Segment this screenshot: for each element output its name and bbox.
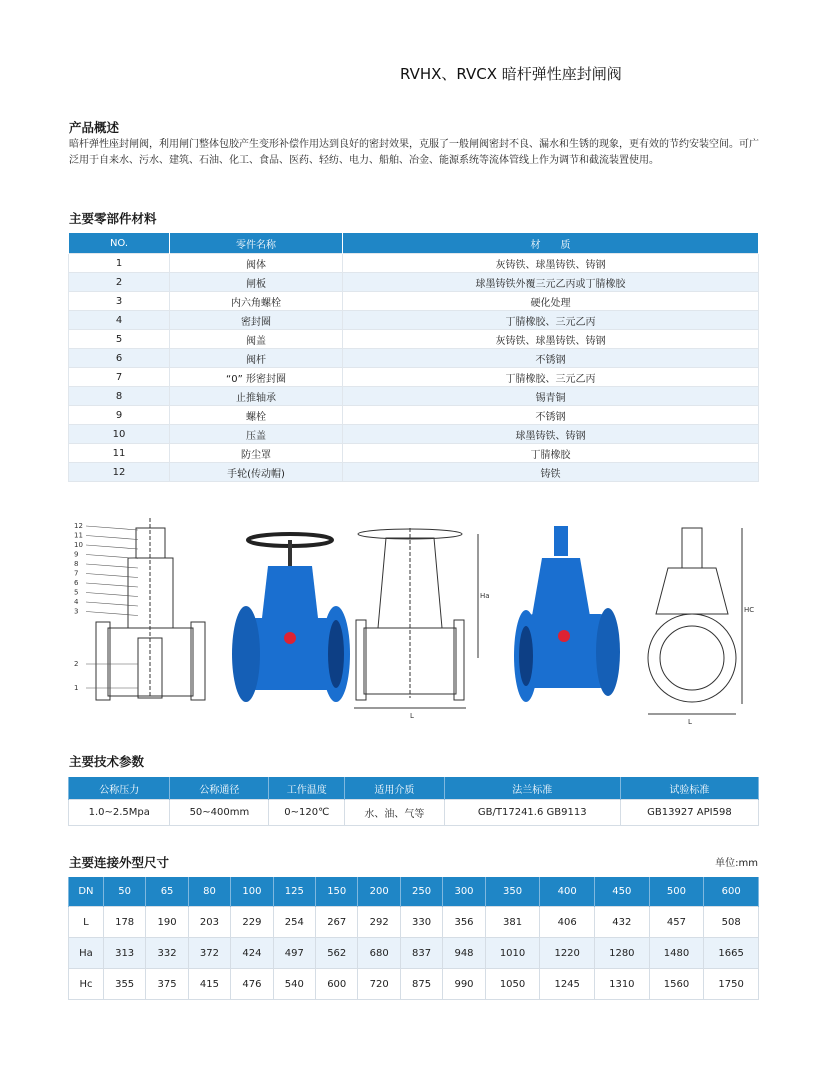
outline-drawing-hc bbox=[648, 528, 742, 714]
dims-header-dn: 125 bbox=[273, 877, 315, 907]
callout-leader bbox=[86, 545, 138, 549]
part-name: 螺栓 bbox=[170, 406, 343, 425]
part-material: 球墨铸铁外覆三元乙丙或丁腈橡胶 bbox=[343, 273, 759, 292]
part-no: 12 bbox=[69, 463, 170, 482]
part-name: 手轮(传动帽) bbox=[170, 463, 343, 482]
dims-value: 424 bbox=[231, 938, 273, 969]
part-material: 球墨铸铁、铸钢 bbox=[343, 425, 759, 444]
part-material: 丁腈橡胶、三元乙丙 bbox=[343, 311, 759, 330]
parts-col-no: NO. bbox=[69, 233, 170, 254]
callout-leader bbox=[86, 555, 138, 559]
dims-value: 1750 bbox=[704, 969, 759, 1000]
tech-value: 0~120℃ bbox=[269, 800, 345, 826]
parts-row bbox=[69, 463, 759, 482]
dims-value: 1050 bbox=[485, 969, 540, 1000]
part-material: 灰铸铁、球墨铸铁、铸钢 bbox=[343, 254, 759, 273]
dims-table bbox=[68, 877, 759, 1000]
dims-row bbox=[69, 938, 759, 969]
dims-value: 600 bbox=[316, 969, 358, 1000]
part-name: 阀盖 bbox=[170, 330, 343, 349]
outline-drawing-ha bbox=[354, 528, 478, 708]
part-no: 6 bbox=[69, 349, 170, 368]
parts-heading: 主要零部件材料 bbox=[69, 211, 157, 226]
dims-value: 476 bbox=[231, 969, 273, 1000]
part-name: 防尘罩 bbox=[170, 444, 343, 463]
dims-value: 381 bbox=[485, 907, 540, 938]
dims-header-dn: 250 bbox=[400, 877, 442, 907]
part-material: 锡青铜 bbox=[343, 387, 759, 406]
dims-value: 292 bbox=[358, 907, 400, 938]
dims-value: 1220 bbox=[540, 938, 595, 969]
parts-row bbox=[69, 425, 759, 444]
dims-value: 229 bbox=[231, 907, 273, 938]
dims-header-dn: 65 bbox=[146, 877, 188, 907]
dims-header-label: DN bbox=[69, 877, 104, 907]
dims-value: 330 bbox=[400, 907, 442, 938]
callout-leader bbox=[86, 593, 138, 597]
tech-header: 公称压力 bbox=[69, 777, 170, 800]
part-no: 11 bbox=[69, 444, 170, 463]
dims-value: 1310 bbox=[595, 969, 650, 1000]
unit-label: 单位:mm bbox=[715, 858, 758, 869]
part-name: “0” 形密封圈 bbox=[170, 368, 343, 387]
dims-value: 406 bbox=[540, 907, 595, 938]
part-no: 1 bbox=[69, 254, 170, 273]
parts-row bbox=[69, 292, 759, 311]
part-material: 丁腈橡胶 bbox=[343, 444, 759, 463]
l-label-1: L bbox=[410, 712, 414, 720]
dims-heading: 主要连接外型尺寸 bbox=[69, 855, 170, 870]
valve-photo-2 bbox=[514, 526, 620, 702]
tech-header: 法兰标准 bbox=[444, 777, 620, 800]
tech-row bbox=[69, 800, 759, 826]
part-material: 铸铁 bbox=[343, 463, 759, 482]
parts-row bbox=[69, 444, 759, 463]
dims-value: 875 bbox=[400, 969, 442, 1000]
callout-leader bbox=[86, 526, 138, 530]
dims-value: 372 bbox=[188, 938, 230, 969]
dims-value: 254 bbox=[273, 907, 315, 938]
dims-header-dn: 100 bbox=[231, 877, 273, 907]
parts-col-material: 材 质 bbox=[343, 233, 759, 254]
dims-value: 356 bbox=[443, 907, 485, 938]
dims-row-label: L bbox=[69, 907, 104, 938]
part-material: 不锈钢 bbox=[343, 406, 759, 425]
callout-leader bbox=[86, 583, 138, 587]
parts-row bbox=[69, 254, 759, 273]
tech-header: 公称通径 bbox=[170, 777, 269, 800]
callout-leader bbox=[86, 574, 138, 578]
callout-label: 12 bbox=[74, 522, 83, 530]
dims-value: 313 bbox=[103, 938, 145, 969]
part-name: 密封圈 bbox=[170, 311, 343, 330]
dims-value: 837 bbox=[400, 938, 442, 969]
dims-row-label: Hc bbox=[69, 969, 104, 1000]
dims-value: 178 bbox=[103, 907, 145, 938]
dims-value: 1560 bbox=[649, 969, 704, 1000]
valve-drawings bbox=[68, 518, 768, 728]
part-no: 8 bbox=[69, 387, 170, 406]
part-name: 闸板 bbox=[170, 273, 343, 292]
tech-value: 50~400mm bbox=[170, 800, 269, 826]
tech-value: GB13927 API598 bbox=[620, 800, 758, 826]
part-no: 9 bbox=[69, 406, 170, 425]
dims-header-dn: 400 bbox=[540, 877, 595, 907]
tech-table bbox=[68, 777, 759, 826]
part-no: 10 bbox=[69, 425, 170, 444]
dims-value: 680 bbox=[358, 938, 400, 969]
part-material: 不锈钢 bbox=[343, 349, 759, 368]
dims-value: 497 bbox=[273, 938, 315, 969]
dims-value: 267 bbox=[316, 907, 358, 938]
callout-label: 10 bbox=[74, 541, 83, 549]
overview-text: 暗杆弹性座封闸阀，利用闸门整体包胶产生变形补偿作用达到良好的密封效果，克服了一般闸阀密封不良、漏水和生锈的现象，更有效的节约安装空间。可广泛用于自来水、污水、建筑、石油、化工、食品、医药、轻纺、电力、船舶、冶金、能源系统等流体管线上作为调节和截流装置使用。 bbox=[69, 139, 759, 166]
hc-label: HC bbox=[744, 606, 755, 614]
dims-value: 375 bbox=[146, 969, 188, 1000]
tech-header: 工作温度 bbox=[269, 777, 345, 800]
sectional-drawing-1 bbox=[96, 518, 205, 700]
tech-header: 试验标准 bbox=[620, 777, 758, 800]
parts-row bbox=[69, 311, 759, 330]
part-no: 5 bbox=[69, 330, 170, 349]
dims-value: 508 bbox=[704, 907, 759, 938]
dims-value: 1280 bbox=[595, 938, 650, 969]
callout-leader bbox=[86, 602, 138, 606]
part-name: 止推轴承 bbox=[170, 387, 343, 406]
dims-header-dn: 80 bbox=[188, 877, 230, 907]
part-no: 3 bbox=[69, 292, 170, 311]
dims-header-dn: 200 bbox=[358, 877, 400, 907]
part-name: 内六角螺栓 bbox=[170, 292, 343, 311]
callout-label: 9 bbox=[74, 550, 79, 559]
callout-label: 5 bbox=[74, 588, 79, 597]
tech-heading: 主要技术参数 bbox=[69, 754, 145, 769]
dims-header-dn: 150 bbox=[316, 877, 358, 907]
dims-value: 1010 bbox=[485, 938, 540, 969]
part-name: 阀体 bbox=[170, 254, 343, 273]
dims-header-dn: 500 bbox=[649, 877, 704, 907]
dims-value: 1245 bbox=[540, 969, 595, 1000]
tech-header: 适用介质 bbox=[345, 777, 444, 800]
callout-label: 6 bbox=[74, 579, 79, 587]
dims-row bbox=[69, 969, 759, 1000]
callout-label: 7 bbox=[74, 569, 79, 578]
parts-table bbox=[68, 233, 759, 482]
callout-leader bbox=[86, 612, 138, 616]
callout-leader bbox=[86, 564, 138, 568]
part-no: 4 bbox=[69, 311, 170, 330]
valve-photo-1 bbox=[232, 534, 350, 702]
tech-value: GB/T17241.6 GB9113 bbox=[444, 800, 620, 826]
overview-heading: 产品概述 bbox=[69, 120, 120, 135]
dims-value: 1665 bbox=[704, 938, 759, 969]
dims-row bbox=[69, 907, 759, 938]
part-material: 灰铸铁、球墨铸铁、铸钢 bbox=[343, 330, 759, 349]
dims-value: 355 bbox=[103, 969, 145, 1000]
dims-value: 948 bbox=[443, 938, 485, 969]
parts-row bbox=[69, 330, 759, 349]
dims-value: 1480 bbox=[649, 938, 704, 969]
dims-header-dn: 50 bbox=[103, 877, 145, 907]
dims-value: 562 bbox=[316, 938, 358, 969]
dims-row-label: Ha bbox=[69, 938, 104, 969]
page-title: RVHX、RVCX 暗杆弹性座封闸阀 bbox=[400, 65, 622, 83]
parts-row bbox=[69, 349, 759, 368]
callout-label: 2 bbox=[74, 660, 79, 668]
dims-value: 415 bbox=[188, 969, 230, 1000]
dims-header-dn: 350 bbox=[485, 877, 540, 907]
dims-value: 540 bbox=[273, 969, 315, 1000]
callout-label: 3 bbox=[74, 607, 79, 616]
parts-row bbox=[69, 273, 759, 292]
dims-value: 990 bbox=[443, 969, 485, 1000]
callout-label: 8 bbox=[74, 560, 79, 568]
dims-header-dn: 450 bbox=[595, 877, 650, 907]
dims-value: 720 bbox=[358, 969, 400, 1000]
dims-value: 332 bbox=[146, 938, 188, 969]
callout-label: 1 bbox=[74, 684, 79, 692]
parts-row bbox=[69, 406, 759, 425]
callout-label: 11 bbox=[74, 531, 83, 540]
dims-value: 432 bbox=[595, 907, 650, 938]
dims-value: 203 bbox=[188, 907, 230, 938]
part-no: 7 bbox=[69, 368, 170, 387]
ha-label: Ha bbox=[480, 592, 490, 600]
parts-row bbox=[69, 387, 759, 406]
callout-label: 4 bbox=[74, 598, 79, 606]
part-material: 硬化处理 bbox=[343, 292, 759, 311]
callout-leader bbox=[86, 536, 138, 540]
dims-value: 457 bbox=[649, 907, 704, 938]
dims-header-dn: 300 bbox=[443, 877, 485, 907]
part-name: 阀杆 bbox=[170, 349, 343, 368]
tech-value: 水、油、气等 bbox=[345, 800, 444, 826]
tech-value: 1.0~2.5Mpa bbox=[69, 800, 170, 826]
dims-value: 190 bbox=[146, 907, 188, 938]
l-label-2: L bbox=[688, 718, 692, 726]
part-name: 压盖 bbox=[170, 425, 343, 444]
part-material: 丁腈橡胶、三元乙丙 bbox=[343, 368, 759, 387]
parts-col-name: 零件名称 bbox=[170, 233, 343, 254]
dims-header-dn: 600 bbox=[704, 877, 759, 907]
part-no: 2 bbox=[69, 273, 170, 292]
parts-row bbox=[69, 368, 759, 387]
